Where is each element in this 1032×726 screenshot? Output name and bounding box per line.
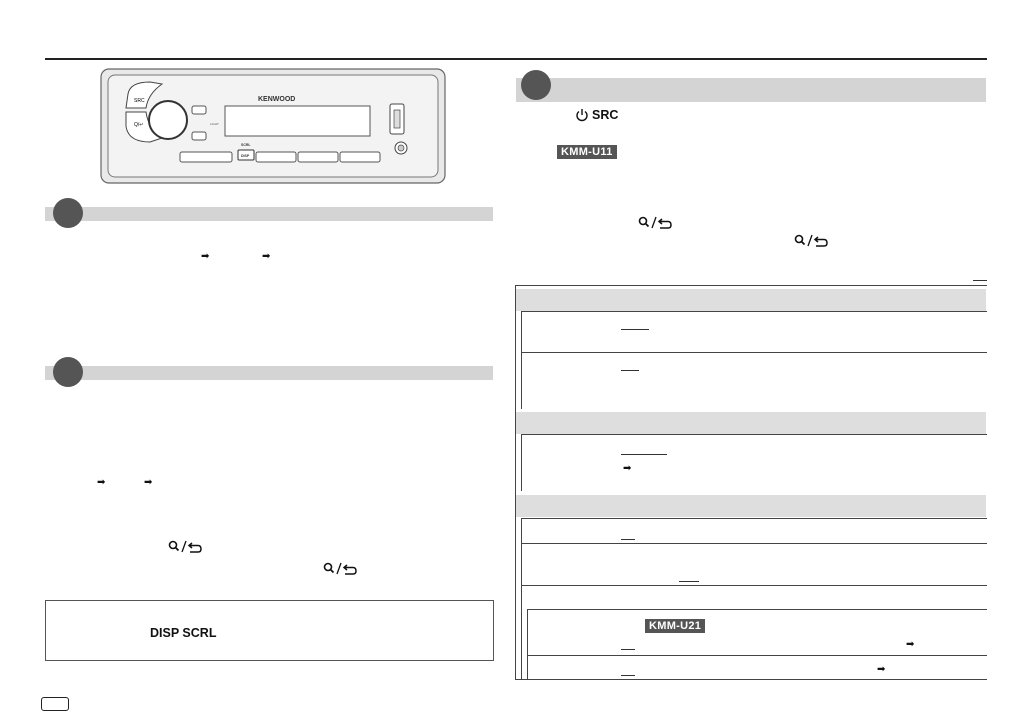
default-underline xyxy=(973,280,987,281)
model-tag-kmm-u21: KMM-U21 xyxy=(645,619,705,633)
svg-text:Q/↵: Q/↵ xyxy=(134,122,144,128)
src-label: SRC xyxy=(592,108,619,122)
search-back-icon xyxy=(168,539,204,555)
disp-scrl-label: DISP SCRL xyxy=(150,626,217,640)
menu-group-header xyxy=(516,289,986,311)
search-back-icon xyxy=(323,561,359,577)
arrow-right-icon: ➡ xyxy=(201,251,210,262)
menu-group-header xyxy=(516,412,986,434)
section-bar-3 xyxy=(45,366,493,380)
arrow-right-icon: ➡ xyxy=(144,477,153,488)
car-stereo-faceplate-illustration xyxy=(100,68,446,184)
svg-text:SCRL: SCRL xyxy=(241,143,251,147)
arrow-right-icon: ➡ xyxy=(877,664,886,675)
section-bar-2 xyxy=(45,207,493,221)
brand-logo: KENWOOD xyxy=(258,96,296,103)
src-button-label: SRC xyxy=(134,98,145,104)
power-icon xyxy=(575,108,589,122)
svg-text:LIGHT: LIGHT xyxy=(210,122,219,126)
arrow-right-icon: ➡ xyxy=(623,463,632,474)
section-number-circle xyxy=(53,357,83,387)
arrow-right-icon: ➡ xyxy=(262,251,271,262)
header-rule xyxy=(45,58,987,60)
svg-text:DISP: DISP xyxy=(241,154,250,158)
search-back-icon xyxy=(638,215,674,231)
arrow-right-icon: ➡ xyxy=(906,639,915,650)
note-box xyxy=(45,600,494,661)
model-tag-kmm-u11: KMM-U11 xyxy=(557,145,617,159)
section-number-circle xyxy=(521,70,551,100)
section-bar-4 xyxy=(516,78,986,102)
menu-group-header xyxy=(516,495,986,517)
search-back-icon xyxy=(794,233,830,249)
page-language-tab xyxy=(41,697,69,711)
arrow-right-icon: ➡ xyxy=(97,477,106,488)
section-number-circle xyxy=(53,198,83,228)
